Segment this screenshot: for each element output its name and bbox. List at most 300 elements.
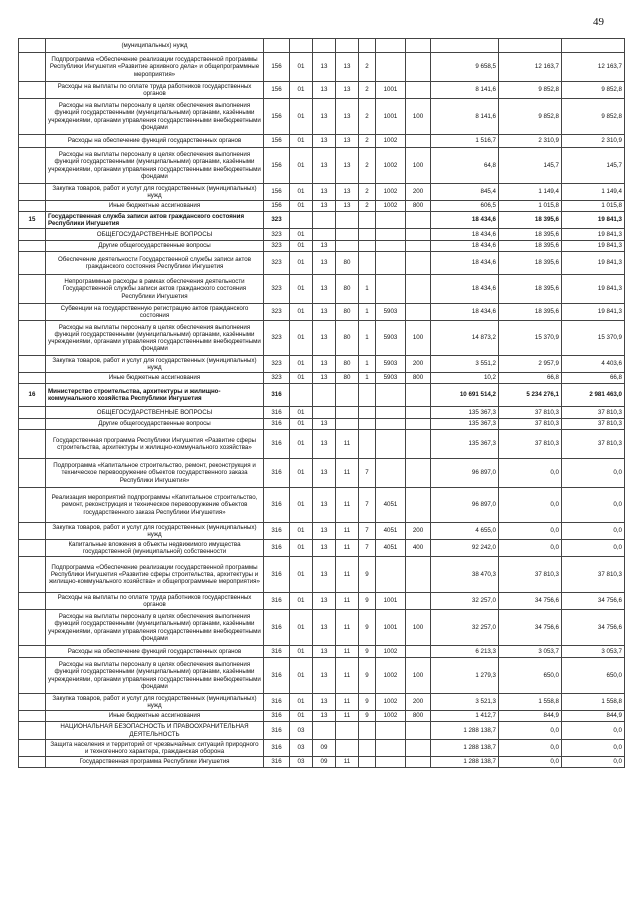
row-number [19,201,46,212]
amount-year-2: 37 810,3 [499,419,562,430]
subprogram-code: 2 [359,82,376,99]
target-code: 4051 [376,540,406,557]
amount-year-1: 9 658,5 [431,53,499,82]
program-code: 13 [336,99,359,135]
target-code: 1002 [376,646,406,658]
rz-code: 01 [290,430,313,459]
amount-year-3 [562,39,625,53]
pr-code: 13 [313,275,336,304]
gr-code: 316 [264,430,290,459]
gr-code: 323 [264,229,290,241]
amount-year-1: 14 873,2 [431,321,499,356]
pr-code: 13 [313,82,336,99]
pr-code: 13 [313,523,336,540]
expense-type-code [406,212,431,229]
pr-code: 13 [313,201,336,212]
gr-code: 316 [264,711,290,722]
row-name: Закупка товаров, работ и услуг для государственных (муниципальных) нужд [46,523,264,540]
program-code: 11 [336,430,359,459]
program-code [336,241,359,252]
row-number: 15 [19,212,46,229]
gr-code: 156 [264,53,290,82]
amount-year-1: 18 434,6 [431,212,499,229]
rz-code: 01 [290,275,313,304]
gr-code: 316 [264,694,290,711]
amount-year-2: 34 756,6 [499,593,562,610]
expense-type-code [406,229,431,241]
pr-code [313,407,336,419]
program-code [336,384,359,407]
pr-code: 13 [313,540,336,557]
gr-code: 156 [264,99,290,135]
rz-code: 01 [290,99,313,135]
amount-year-3: 34 756,6 [562,610,625,646]
expense-type-code: 800 [406,201,431,212]
amount-year-2: 145,7 [499,148,562,184]
amount-year-1: 38 470,3 [431,557,499,593]
row-number [19,148,46,184]
subprogram-code [359,419,376,430]
expense-type-code [406,252,431,275]
amount-year-3: 1 149,4 [562,184,625,201]
rz-code: 01 [290,304,313,321]
table-row [19,557,625,593]
program-code: 80 [336,275,359,304]
table-row [19,229,625,241]
amount-year-3: 4 403,6 [562,356,625,373]
expense-type-code [406,53,431,82]
pr-code: 13 [313,99,336,135]
pr-code [313,384,336,407]
amount-year-2: 1 149,4 [499,184,562,201]
target-code: 1002 [376,135,406,148]
amount-year-1: 8 141,6 [431,82,499,99]
amount-year-3: 19 841,3 [562,212,625,229]
amount-year-2: 37 810,3 [499,407,562,419]
gr-code: 316 [264,540,290,557]
gr-code: 316 [264,610,290,646]
row-name: Субвенции на государственную регистрацию актов гражданского состояния [46,304,264,321]
gr-code [264,39,290,53]
rz-code: 01 [290,53,313,82]
target-code: 1002 [376,201,406,212]
subprogram-code [359,722,376,740]
program-code [336,722,359,740]
row-number [19,135,46,148]
rz-code: 03 [290,740,313,757]
pr-code: 13 [313,694,336,711]
table-row [19,252,625,275]
gr-code: 323 [264,252,290,275]
subprogram-code: 2 [359,184,376,201]
rz-code: 01 [290,711,313,722]
gr-code: 156 [264,184,290,201]
target-code [376,459,406,488]
amount-year-3: 0,0 [562,488,625,523]
amount-year-2: 844,9 [499,711,562,722]
row-name: Подпрограмма «Обеспечение реализации государственной программы Республики Ингушетия «Развитие архивного дела» и общепрограммные мероприятия» [46,53,264,82]
amount-year-2: 0,0 [499,722,562,740]
program-code: 80 [336,356,359,373]
amount-year-1: 1 288 138,7 [431,740,499,757]
gr-code: 316 [264,523,290,540]
rz-code: 01 [290,488,313,523]
table-row [19,722,625,740]
amount-year-3: 19 841,3 [562,252,625,275]
amount-year-2: 1 558,8 [499,694,562,711]
rz-code: 01 [290,646,313,658]
expense-type-code: 200 [406,184,431,201]
row-number [19,557,46,593]
amount-year-2: 37 810,3 [499,430,562,459]
gr-code: 316 [264,722,290,740]
expense-type-code [406,488,431,523]
row-name: Расходы на обеспечение функций государственных органов [46,135,264,148]
row-number [19,740,46,757]
target-code: 1002 [376,658,406,694]
pr-code: 13 [313,373,336,384]
expense-type-code [406,304,431,321]
program-code [336,212,359,229]
subprogram-code: 1 [359,304,376,321]
amount-year-3: 0,0 [562,740,625,757]
rz-code: 01 [290,82,313,99]
rz-code [290,212,313,229]
amount-year-2: 0,0 [499,740,562,757]
row-number [19,321,46,356]
rz-code: 01 [290,184,313,201]
target-code [376,229,406,241]
expense-type-code: 100 [406,321,431,356]
amount-year-1: 1 279,3 [431,658,499,694]
subprogram-code [359,212,376,229]
row-number [19,540,46,557]
program-code: 11 [336,523,359,540]
expense-type-code [406,757,431,768]
amount-year-3: 9 852,8 [562,82,625,99]
gr-code: 323 [264,356,290,373]
amount-year-1: 18 434,6 [431,252,499,275]
table-row [19,356,625,373]
rz-code: 01 [290,321,313,356]
subprogram-code: 9 [359,557,376,593]
expense-type-code [406,593,431,610]
row-name: Расходы на выплаты персоналу в целях обеспечения выполнения функций государственными (муниципальными) органами, казёнными учреждениями, органами управления государственными внебюджетными фондами [46,99,264,135]
amount-year-2: 0,0 [499,488,562,523]
gr-code: 316 [264,557,290,593]
subprogram-code: 9 [359,694,376,711]
subprogram-code: 7 [359,540,376,557]
amount-year-3: 650,0 [562,658,625,694]
target-code [376,430,406,459]
amount-year-1: 18 434,6 [431,241,499,252]
program-code [336,419,359,430]
amount-year-1: 3 521,3 [431,694,499,711]
pr-code: 13 [313,430,336,459]
subprogram-code [359,39,376,53]
subprogram-code: 9 [359,593,376,610]
amount-year-1: 1 412,7 [431,711,499,722]
pr-code: 09 [313,757,336,768]
row-number [19,610,46,646]
rz-code: 01 [290,694,313,711]
table-row [19,711,625,722]
target-code: 1002 [376,184,406,201]
row-name: ОБЩЕГОСУДАРСТВЕННЫЕ ВОПРОСЫ [46,407,264,419]
amount-year-3: 66,8 [562,373,625,384]
target-code [376,557,406,593]
rz-code: 01 [290,540,313,557]
program-code: 11 [336,757,359,768]
table-row [19,184,625,201]
amount-year-3: 2 981 463,0 [562,384,625,407]
pr-code [313,229,336,241]
row-number [19,241,46,252]
subprogram-code: 1 [359,356,376,373]
amount-year-3: 19 841,3 [562,304,625,321]
amount-year-3: 37 810,3 [562,557,625,593]
amount-year-1: 18 434,6 [431,229,499,241]
row-number [19,184,46,201]
pr-code: 13 [313,658,336,694]
rz-code: 01 [290,523,313,540]
amount-year-3: 0,0 [562,523,625,540]
amount-year-1: 135 367,3 [431,430,499,459]
table-row [19,82,625,99]
expense-type-code [406,39,431,53]
amount-year-2: 18 395,6 [499,212,562,229]
subprogram-code [359,407,376,419]
rz-code: 01 [290,229,313,241]
row-name: Расходы на выплаты персоналу в целях обеспечения выполнения функций государственными (муниципальными) органами, казёнными учреждениями, органами управления государственными внебюджетными фондами [46,658,264,694]
table-row [19,610,625,646]
amount-year-2: 66,8 [499,373,562,384]
budget-table [18,38,625,768]
program-code: 80 [336,304,359,321]
row-name: Подпрограмма «Капитальное строительство, ремонт, реконструкция и техническое перевооружение объектов государственного заказа Республики Ингушетия» [46,459,264,488]
amount-year-3: 19 841,3 [562,229,625,241]
expense-type-code [406,384,431,407]
amount-year-3: 9 852,8 [562,99,625,135]
table-row [19,148,625,184]
rz-code: 01 [290,419,313,430]
expense-type-code: 800 [406,373,431,384]
amount-year-2: 9 852,8 [499,82,562,99]
row-name: НАЦИОНАЛЬНАЯ БЕЗОПАСНОСТЬ И ПРАВООХРАНИТЕЛЬНАЯ ДЕЯТЕЛЬНОСТЬ [46,722,264,740]
expense-type-code [406,82,431,99]
amount-year-3: 37 810,3 [562,407,625,419]
amount-year-3: 145,7 [562,148,625,184]
row-number [19,373,46,384]
target-code [376,275,406,304]
amount-year-2: 1 015,8 [499,201,562,212]
gr-code: 316 [264,658,290,694]
row-number: 16 [19,384,46,407]
amount-year-3: 0,0 [562,722,625,740]
program-code [336,407,359,419]
gr-code: 316 [264,488,290,523]
gr-code: 156 [264,135,290,148]
target-code [376,241,406,252]
row-name: Расходы на выплаты персоналу в целях обеспечения выполнения функций государственными (муниципальными) органами, казёнными учреждениями, органами управления государственными внебюджетными фондами [46,610,264,646]
table-row [19,646,625,658]
subprogram-code: 2 [359,135,376,148]
rz-code: 03 [290,757,313,768]
subprogram-code: 1 [359,373,376,384]
amount-year-2: 18 395,6 [499,241,562,252]
rz-code: 01 [290,356,313,373]
amount-year-2: 18 395,6 [499,275,562,304]
row-number [19,356,46,373]
program-code: 13 [336,53,359,82]
target-code [376,722,406,740]
program-code [336,39,359,53]
gr-code: 316 [264,407,290,419]
row-name: Непрограммные расходы в рамках обеспечения деятельности Государственной службы записи актов гражданского состояния Республики Ингушетия [46,275,264,304]
expense-type-code [406,459,431,488]
rz-code: 03 [290,722,313,740]
row-name: Капитальные вложения в объекты недвижимого имущества государственной (муниципальной) собственности [46,540,264,557]
table-row [19,593,625,610]
table-row [19,39,625,53]
program-code: 11 [336,658,359,694]
amount-year-1: 18 434,6 [431,275,499,304]
expense-type-code: 400 [406,540,431,557]
amount-year-3: 34 756,6 [562,593,625,610]
table-row [19,658,625,694]
rz-code: 01 [290,373,313,384]
table-row [19,740,625,757]
amount-year-1: 32 257,0 [431,610,499,646]
program-code: 80 [336,373,359,384]
table-row [19,488,625,523]
expense-type-code [406,419,431,430]
row-number [19,658,46,694]
subprogram-code: 7 [359,459,376,488]
table-row [19,99,625,135]
target-code: 1001 [376,82,406,99]
table-row [19,135,625,148]
pr-code: 13 [313,252,336,275]
gr-code: 323 [264,304,290,321]
row-name: Закупка товаров, работ и услуг для государственных (муниципальных) нужд [46,184,264,201]
amount-year-1: 135 367,3 [431,419,499,430]
row-name: Защита населения и территорий от чрезвычайных ситуаций природного и техногенного характера, гражданская оборона [46,740,264,757]
amount-year-3: 0,0 [562,757,625,768]
pr-code: 13 [313,135,336,148]
program-code: 11 [336,646,359,658]
gr-code: 316 [264,646,290,658]
table-row [19,694,625,711]
target-code: 5903 [376,356,406,373]
pr-code: 13 [313,419,336,430]
target-code [376,384,406,407]
gr-code: 316 [264,419,290,430]
amount-year-3: 19 841,3 [562,241,625,252]
pr-code: 13 [313,610,336,646]
rz-code: 01 [290,407,313,419]
amount-year-1: 1 288 138,7 [431,722,499,740]
table-row [19,523,625,540]
row-number [19,694,46,711]
amount-year-2: 34 756,6 [499,610,562,646]
table-row [19,459,625,488]
target-code [376,212,406,229]
row-number [19,82,46,99]
target-code: 4051 [376,523,406,540]
subprogram-code: 9 [359,658,376,694]
row-name: ОБЩЕГОСУДАРСТВЕННЫЕ ВОПРОСЫ [46,229,264,241]
amount-year-2: 18 395,6 [499,252,562,275]
pr-code [313,212,336,229]
row-name: Расходы на выплаты по оплате труда работников государственных органов [46,82,264,99]
rz-code: 01 [290,148,313,184]
target-code: 4051 [376,488,406,523]
table-row [19,419,625,430]
target-code: 1001 [376,593,406,610]
expense-type-code [406,740,431,757]
table-row [19,241,625,252]
amount-year-2: 3 053,7 [499,646,562,658]
amount-year-1: 606,5 [431,201,499,212]
target-code: 1001 [376,99,406,135]
pr-code: 13 [313,241,336,252]
target-code: 1002 [376,148,406,184]
amount-year-1 [431,39,499,53]
target-code: 1001 [376,610,406,646]
table-row [19,757,625,768]
pr-code: 13 [313,711,336,722]
amount-year-3: 0,0 [562,540,625,557]
row-number [19,407,46,419]
subprogram-code: 1 [359,275,376,304]
gr-code: 156 [264,82,290,99]
table-row [19,321,625,356]
table-row [19,212,625,229]
pr-code: 13 [313,148,336,184]
subprogram-code [359,740,376,757]
expense-type-code: 200 [406,356,431,373]
target-code [376,419,406,430]
pr-code [313,39,336,53]
pr-code: 13 [313,593,336,610]
expense-type-code [406,241,431,252]
table-row [19,373,625,384]
subprogram-code: 9 [359,711,376,722]
row-name: Расходы на выплаты персоналу в целях обеспечения выполнения функций государственными (муниципальными) органами, казёнными учреждениями, органами управления государственными внебюджетными фондами [46,321,264,356]
pr-code: 13 [313,646,336,658]
amount-year-1: 64,8 [431,148,499,184]
gr-code: 323 [264,241,290,252]
row-number [19,757,46,768]
target-code: 5903 [376,321,406,356]
program-code: 13 [336,148,359,184]
expense-type-code: 200 [406,694,431,711]
expense-type-code [406,275,431,304]
amount-year-1: 1 288 138,7 [431,757,499,768]
target-code: 1002 [376,694,406,711]
gr-code: 316 [264,593,290,610]
row-name: Иные бюджетные ассигнования [46,201,264,212]
target-code [376,740,406,757]
amount-year-2: 12 163,7 [499,53,562,82]
program-code: 13 [336,201,359,212]
table-row [19,540,625,557]
row-name: Государственная программа Республики Ингушетия [46,757,264,768]
row-number [19,593,46,610]
amount-year-3: 1 558,8 [562,694,625,711]
program-code [336,229,359,241]
